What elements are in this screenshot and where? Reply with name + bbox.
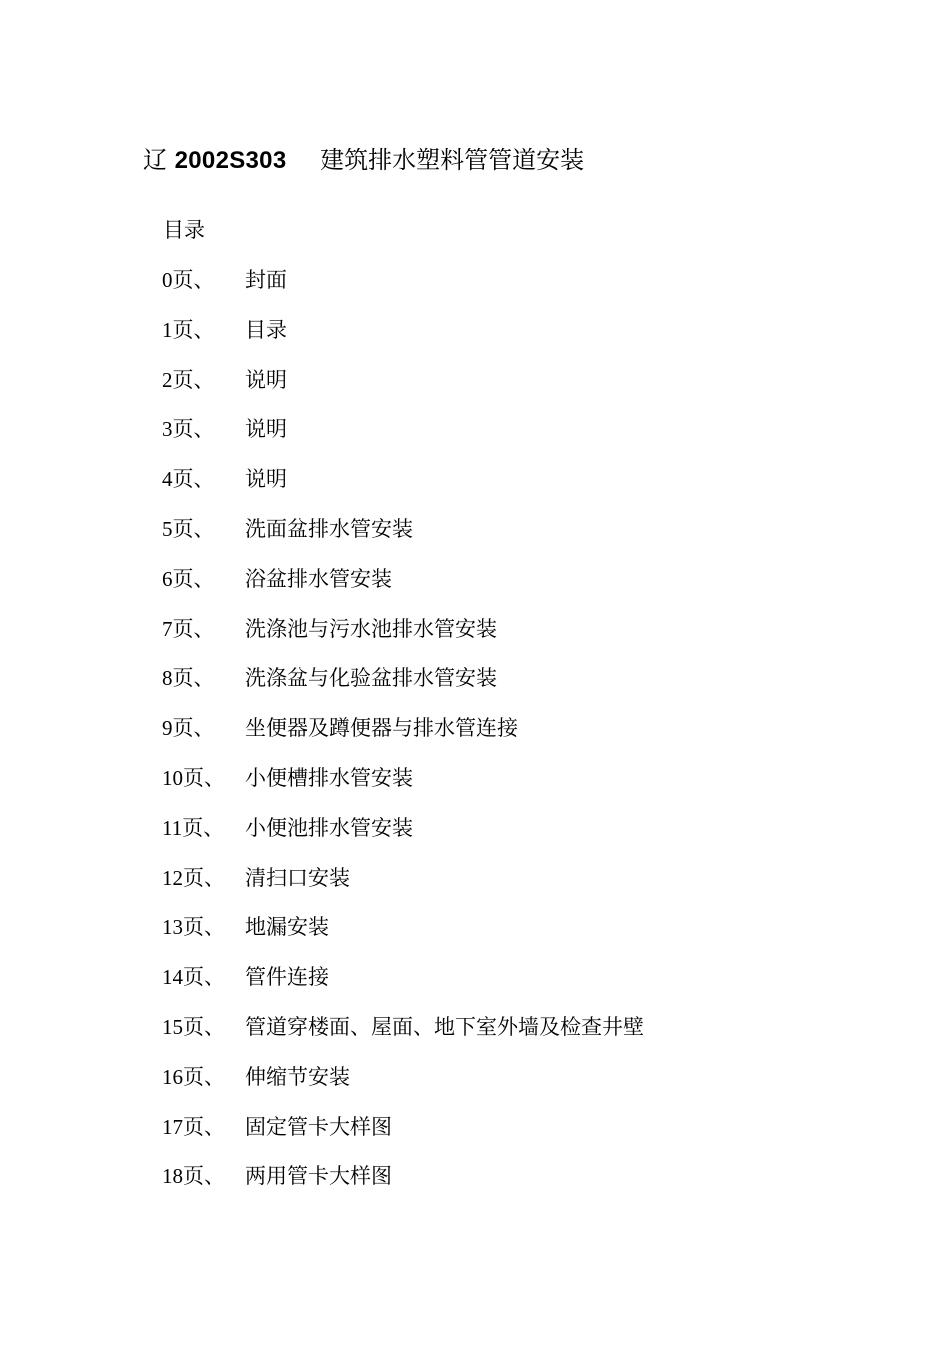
toc-item-label: 管件连接 [245, 965, 329, 990]
toc-page-number: 17页、 [162, 1114, 225, 1139]
toc-heading: 目录 [163, 218, 205, 242]
toc-item [162, 863, 644, 913]
toc-item [162, 564, 644, 614]
title-text: 建筑排水塑料管管道安装 [320, 146, 585, 174]
toc-page-number: 5页、 [162, 516, 215, 541]
toc-item-label: 浴盆排水管安装 [245, 566, 392, 591]
toc-item-label: 管道穿楼面、屋面、地下室外墙及检查井壁 [245, 1014, 644, 1039]
toc-item [162, 265, 644, 315]
toc-page-number: 7页、 [162, 616, 215, 641]
toc-item [162, 763, 644, 813]
document-title [143, 142, 584, 179]
toc-page-number: 6页、 [162, 566, 215, 591]
toc-page-number: 0页、 [162, 268, 215, 292]
toc-item [162, 663, 644, 713]
toc-item [162, 315, 644, 365]
toc-page-number: 12页、 [162, 865, 225, 890]
toc-item [162, 1062, 644, 1112]
toc-item-label: 两用管卡大样图 [245, 1164, 392, 1189]
toc-list [162, 265, 644, 1211]
toc-item [162, 1161, 644, 1211]
toc-item-label: 洗面盆排水管安装 [245, 516, 413, 541]
toc-item-label: 坐便器及蹲便器与排水管连接 [245, 716, 518, 741]
toc-item-label: 固定管卡大样图 [245, 1114, 392, 1139]
toc-item-label: 目录 [245, 317, 287, 342]
toc-item-label: 地漏安装 [245, 915, 329, 940]
toc-item-label: 清扫口安装 [245, 865, 350, 890]
toc-page-number: 14页、 [162, 965, 225, 990]
toc-item [162, 1012, 644, 1062]
toc-item [162, 962, 644, 1012]
toc-item [162, 713, 644, 763]
toc-item-label: 洗涤盆与化验盆排水管安装 [245, 666, 497, 691]
toc-item-label: 洗涤池与污水池排水管安装 [245, 616, 497, 641]
toc-item [162, 514, 644, 564]
toc-item [162, 813, 644, 863]
toc-page-number: 13页、 [162, 915, 225, 940]
toc-page-number: 9页、 [162, 716, 215, 741]
toc-item [162, 1112, 644, 1162]
toc-item-label: 说明 [245, 417, 287, 442]
toc-item-label: 说明 [245, 367, 287, 392]
toc-item [162, 365, 644, 415]
toc-page-number: 11页、 [162, 815, 225, 840]
toc-page-number: 8页、 [162, 666, 215, 691]
title-prefix: 辽 [143, 146, 167, 174]
toc-item [162, 464, 644, 514]
toc-page-number: 4页、 [162, 467, 215, 492]
toc-item-label: 小便槽排水管安装 [245, 765, 413, 790]
toc-item-label: 说明 [245, 467, 287, 492]
toc-page-number: 2页、 [162, 367, 215, 392]
toc-item-label: 封面 [245, 268, 287, 292]
toc-page-number: 10页、 [162, 765, 225, 790]
toc-page-number: 18页、 [162, 1164, 225, 1189]
toc-page-number: 1页、 [162, 317, 215, 342]
toc-page-number: 3页、 [162, 417, 215, 442]
toc-page-number: 15页、 [162, 1014, 225, 1039]
toc-item-label: 小便池排水管安装 [245, 815, 413, 840]
toc-item [162, 912, 644, 962]
toc-item-label: 伸缩节安装 [245, 1064, 350, 1089]
toc-item [162, 614, 644, 664]
title-code: 2002S303 [174, 147, 287, 174]
toc-page-number: 16页、 [162, 1064, 225, 1089]
toc-item [162, 414, 644, 464]
